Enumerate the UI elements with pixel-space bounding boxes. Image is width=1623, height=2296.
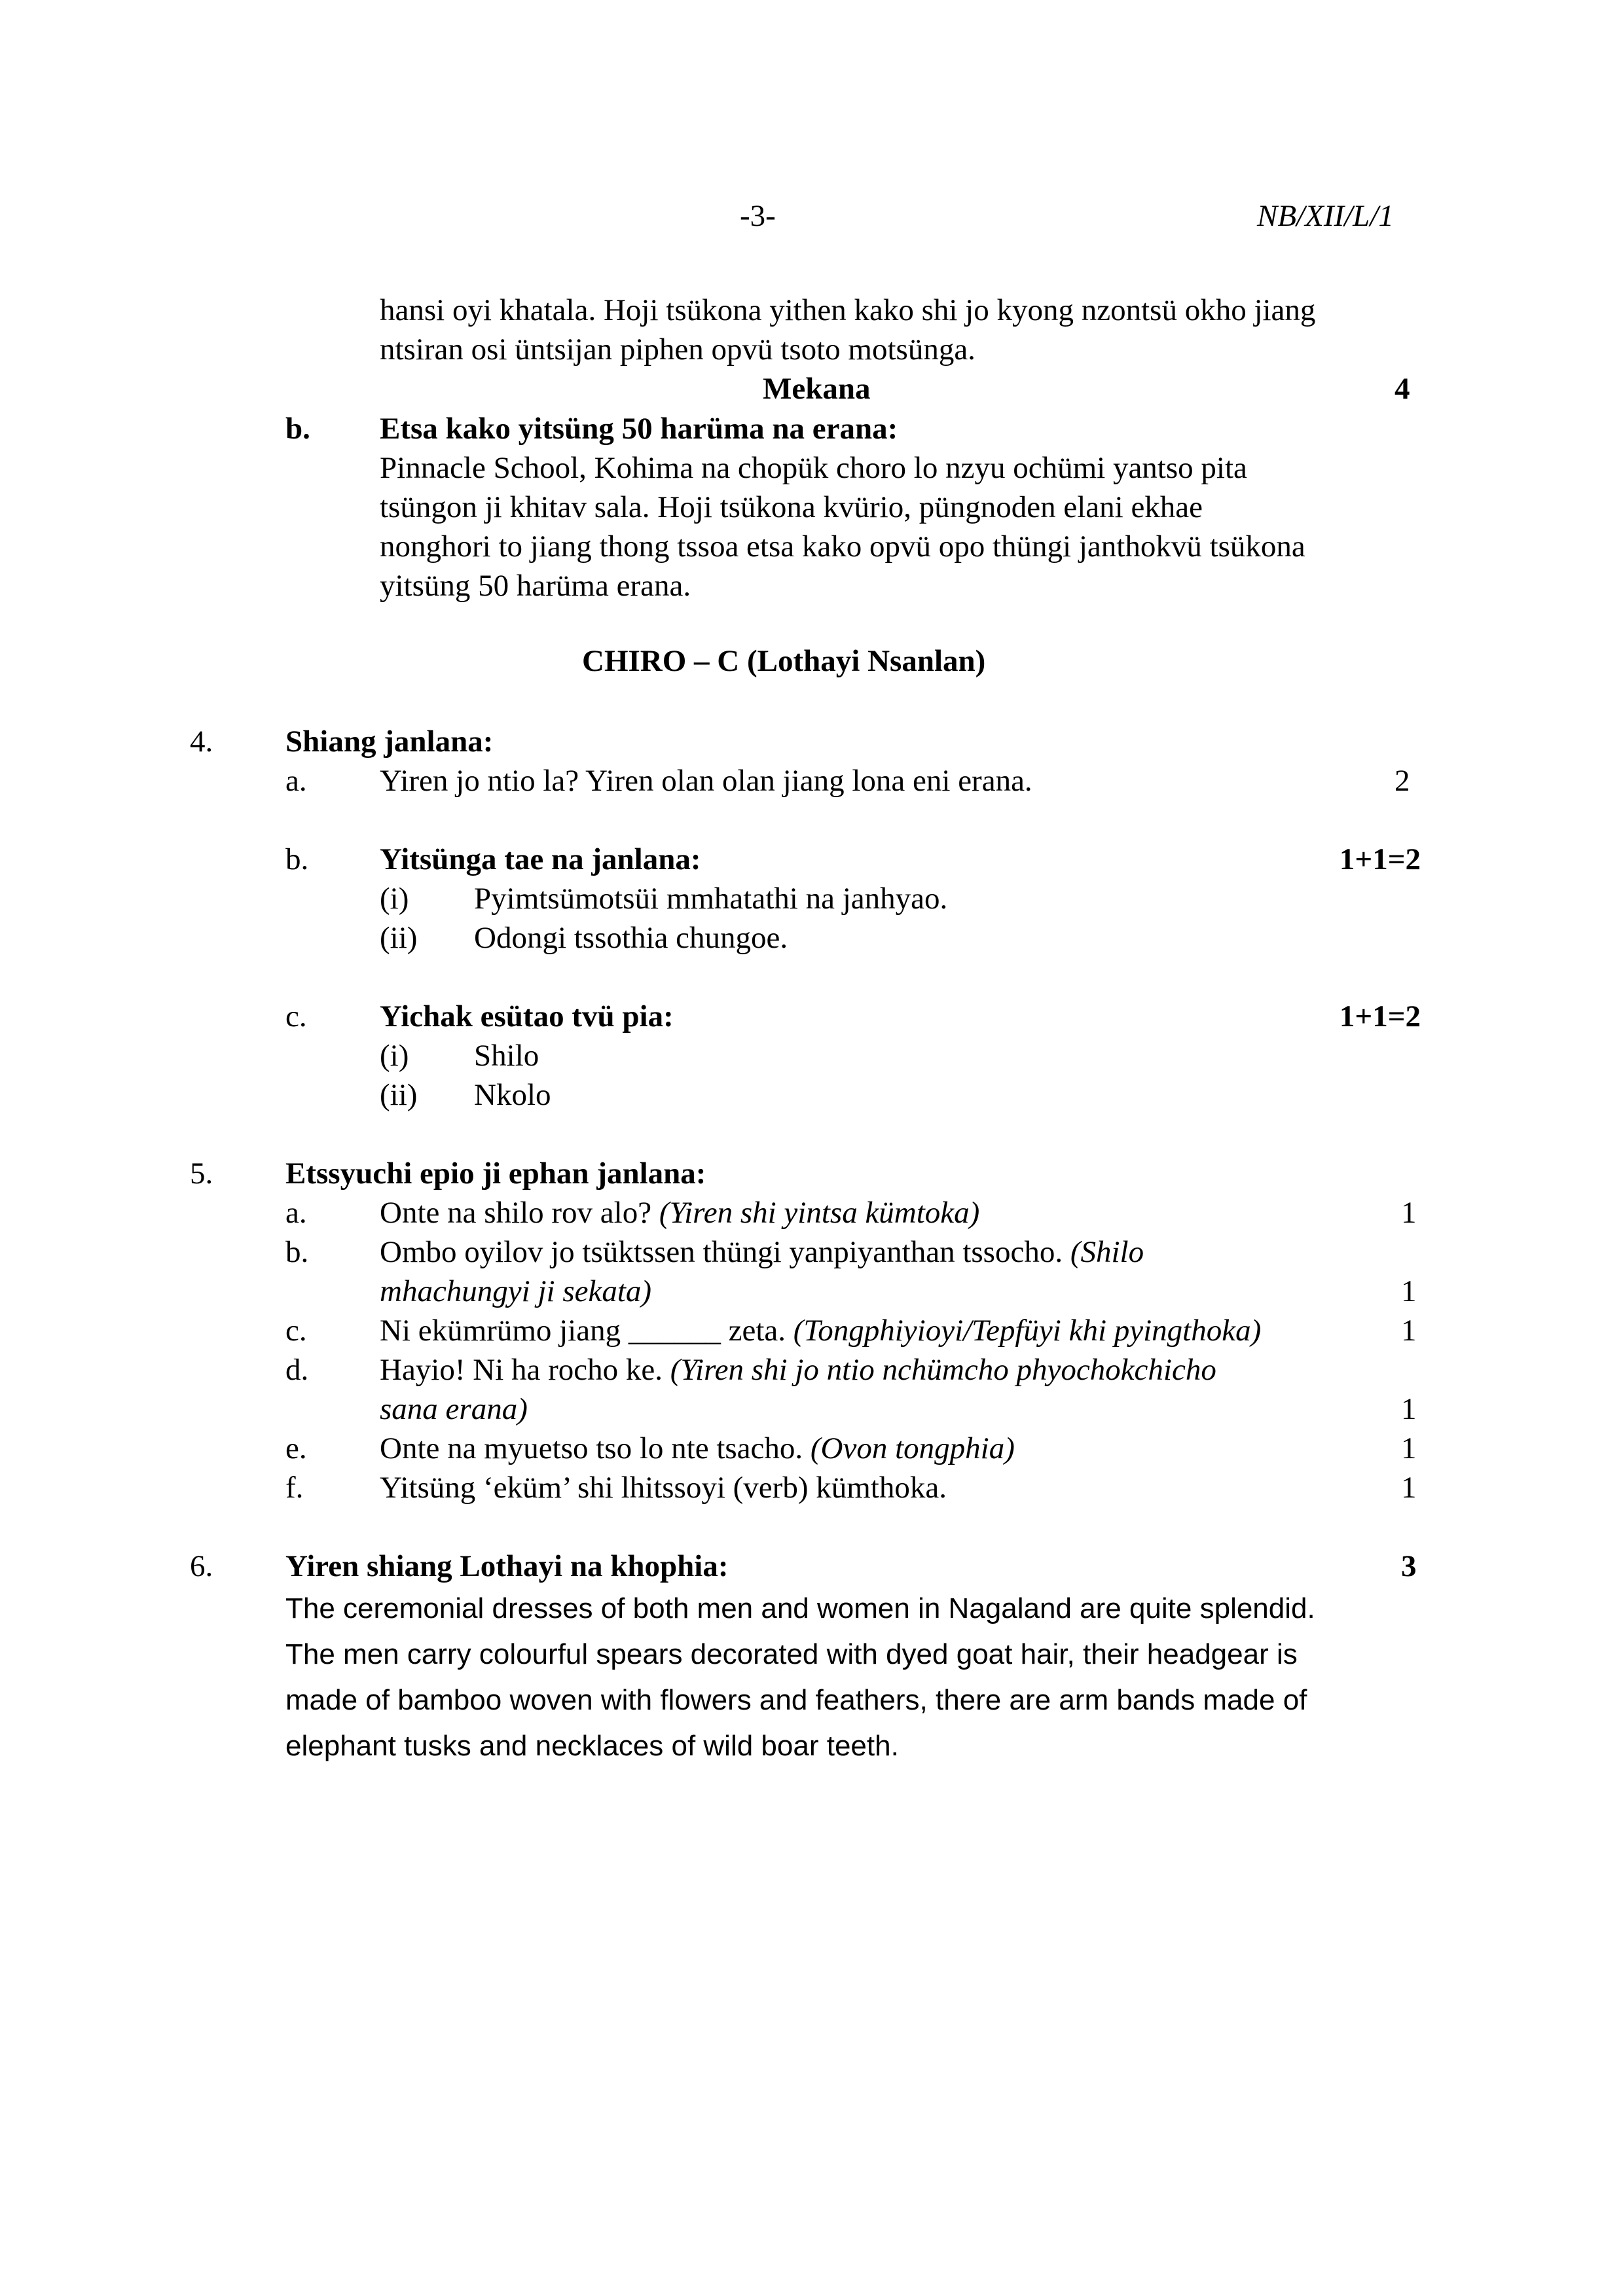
q3b-title: Etsa kako yitsüng 50 harüma na erana: — [380, 412, 898, 446]
q5f-marks: 1 — [1401, 1471, 1417, 1505]
q5e-marks: 1 — [1401, 1431, 1417, 1465]
q4a-marks: 2 — [1395, 764, 1410, 798]
cont-line-1: hansi oyi khatala. Hoji tsükona yithen kako shi jo kyong nzontsü okho jiang — [380, 293, 1316, 327]
q4c-i-num: (i) — [380, 1039, 409, 1073]
q4b-i-text: Pyimtsümotsüi mmhatathi na janhyao. — [474, 882, 948, 916]
q6-marks: 3 — [1401, 1549, 1417, 1583]
q4c-ii-text: Nkolo — [474, 1078, 551, 1112]
q5c-note: (Tongphiyioyi/Tepfüyi khi pyingthoka) — [793, 1314, 1262, 1348]
q6-title: Yiren shiang Lothayi na khophia: — [285, 1549, 729, 1583]
q3b-line: tsüngon ji khitav sala. Hoji tsükona kvürio, püngnoden elani ekhae — [380, 490, 1203, 524]
q3b-line: Pinnacle School, Kohima na chopük choro lo nzyu ochümi yantso pita — [380, 451, 1247, 485]
q6-line: elephant tusks and necklaces of wild boar teeth. — [285, 1730, 899, 1762]
q5d-letter: d. — [285, 1353, 309, 1387]
q4b-marks: 1+1=2 — [1339, 842, 1421, 876]
q6-line: The men carry colourful spears decorated with dyed goat hair, their headgear is — [285, 1638, 1298, 1670]
q3b-line: yitsüng 50 harüma erana. — [380, 569, 691, 603]
q5b-marks: 1 — [1401, 1274, 1417, 1308]
q5b-note: (Shilo — [1070, 1235, 1144, 1269]
q5d-note: (Yiren shi jo ntio nchümcho phyochokchicho — [670, 1353, 1216, 1387]
q6-passage — [285, 1586, 1315, 1769]
q5e-note: (Ovon tongphia) — [810, 1431, 1015, 1465]
q5-number: 5. — [190, 1157, 213, 1191]
q4a-letter: a. — [285, 764, 307, 798]
q4-title: Shiang janlana: — [285, 725, 494, 759]
q3b-line: nonghori to jiang thong tssoa etsa kako opvü opo thüngi janthokvü tsükona — [380, 529, 1305, 564]
q4b-letter: b. — [285, 842, 309, 876]
q4a-text: Yiren jo ntio la? Yiren olan olan jiang lona eni erana. — [380, 764, 1032, 798]
q4c-letter: c. — [285, 999, 307, 1033]
q5e-letter: e. — [285, 1431, 307, 1465]
q4-number: 4. — [190, 725, 213, 759]
q5c-text: Ni ekümrümo jiang ______ zeta. (Tongphiyioyi/Tepfüyi khi pyingthoka) — [380, 1314, 1262, 1348]
q5e-text: Onte na myuetso tso lo nte tsacho. (Ovon tongphia) — [380, 1431, 1015, 1465]
q5-title: Etssyuchi epio ji ephan janlana: — [285, 1157, 706, 1191]
section-heading: CHIRO – C (Lothayi Nsanlan) — [582, 644, 986, 678]
mekana-marks: 4 — [1395, 372, 1410, 406]
q3b-letter: b. — [285, 412, 310, 446]
mekana-label: Mekana — [763, 372, 871, 406]
q5b-text: Ombo oyilov jo tsüktssen thüngi yanpiyanthan tssocho. (Shilo — [380, 1235, 1144, 1269]
q6-line: The ceremonial dresses of both men and women in Nagaland are quite splendid. — [285, 1592, 1315, 1624]
q5c-marks: 1 — [1401, 1314, 1417, 1348]
q4c-ii-num: (ii) — [380, 1078, 418, 1112]
q6-number: 6. — [190, 1549, 213, 1583]
q5a-letter: a. — [285, 1196, 307, 1230]
q5d-note-cont: sana erana) — [380, 1392, 528, 1426]
cont-line-2: ntsiran osi üntsijan piphen opvü tsoto motsünga. — [380, 332, 976, 367]
q5b-note-cont: mhachungyi ji sekata) — [380, 1274, 652, 1308]
q5f-letter: f. — [285, 1471, 304, 1505]
page-number: -3- — [740, 199, 776, 233]
q5c-letter: c. — [285, 1314, 307, 1348]
q6-line: made of bamboo woven with flowers and feathers, there are arm bands made of — [285, 1684, 1307, 1716]
q4b-title: Yitsünga tae na janlana: — [380, 842, 701, 876]
q4c-i-text: Shilo — [474, 1039, 539, 1073]
q4c-title: Yichak esütao tvü pia: — [380, 999, 674, 1033]
q4b-i-num: (i) — [380, 882, 409, 916]
q4b-ii-text: Odongi tssothia chungoe. — [474, 921, 788, 955]
q5b-letter: b. — [285, 1235, 309, 1269]
exam-code: NB/XII/L/1 — [1257, 199, 1394, 233]
q5a-text: Onte na shilo rov alo? (Yiren shi yintsa kümtoka) — [380, 1196, 980, 1230]
q4b-ii-num: (ii) — [380, 921, 418, 955]
q4c-marks: 1+1=2 — [1339, 999, 1421, 1033]
q5d-marks: 1 — [1401, 1392, 1417, 1426]
q5f-text: Yitsüng ‘eküm’ shi lhitssoyi (verb) kümthoka. — [380, 1471, 947, 1505]
q5a-note: (Yiren shi yintsa kümtoka) — [659, 1196, 980, 1230]
q5a-marks: 1 — [1401, 1196, 1417, 1230]
q5d-text: Hayio! Ni ha rocho ke. (Yiren shi jo ntio nchümcho phyochokchicho — [380, 1353, 1216, 1387]
